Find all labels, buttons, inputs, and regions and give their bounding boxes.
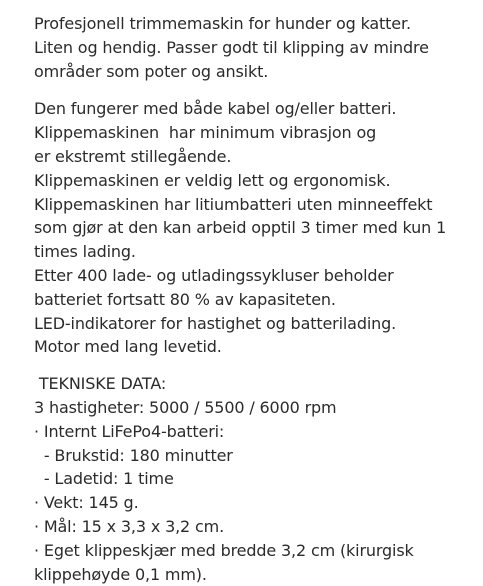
text-line: Liten og hendig. Passer godt til klipping av mindre	[34, 37, 429, 57]
text-line: områder som poter og ansikt.	[34, 61, 269, 81]
spec-line: · Vekt: 145 g.	[34, 493, 139, 513]
technical-data	[34, 372, 479, 586]
text-line: Klippemaskinen har minimum vibrasjon og	[34, 123, 377, 143]
text-line: Klippemaskinen har litiumbatteri uten minneeffekt	[34, 194, 433, 214]
product-description	[34, 12, 479, 586]
spec-line: - Brukstid: 180 minutter	[34, 445, 233, 465]
text-line: LED-indikatorer for hastighet og batterilading.	[34, 313, 397, 333]
spec-line: · Eget klippeskjær med bredde 3,2 cm (kirurgisk	[34, 540, 414, 560]
spec-line: · Mål: 15 x 3,3 x 3,2 cm.	[34, 516, 225, 536]
text-line: times lading.	[34, 242, 136, 262]
text-line: Den fungerer med både kabel og/eller batteri.	[34, 99, 397, 119]
spec-line: · Internt LiFePo4-batteri:	[34, 421, 225, 441]
spec-line: - Ladetid: 1 time	[34, 469, 174, 489]
paragraph-spacer	[34, 359, 479, 372]
paragraph-spacer	[34, 83, 479, 97]
text-line: Motor med lang levetid.	[34, 337, 222, 357]
spec-line: klippehøyde 0,1 mm).	[34, 564, 207, 584]
text-line: er ekstremt stillegående.	[34, 146, 232, 166]
text-line: Klippemaskinen er veldig lett og ergonomisk.	[34, 170, 391, 190]
text-line: Profesjonell trimmemaskin for hunder og katter.	[34, 14, 411, 33]
text-line: som gjør at den kan arbeid opptil 3 timer med kun 1	[34, 218, 447, 238]
specs-heading: TEKNISKE DATA:	[34, 374, 167, 394]
spec-line: 3 hastigheter: 5000 / 5500 / 6000 rpm	[34, 397, 337, 417]
text-line: Etter 400 lade- og utladingssykluser beholder	[34, 265, 394, 285]
features-paragraph	[34, 97, 479, 359]
text-line: batteriet fortsatt 80 % av kapasiteten.	[34, 289, 336, 309]
intro-paragraph	[34, 12, 479, 83]
